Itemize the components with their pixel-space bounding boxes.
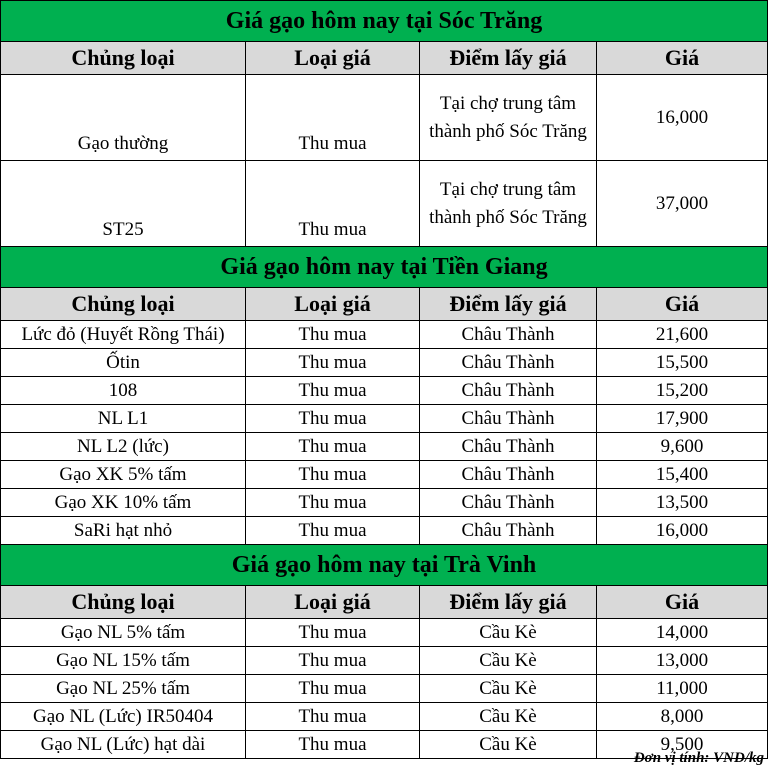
cell-type: Gạo NL 5% tấm (1, 619, 246, 647)
cell-type: Gạo NL 25% tấm (1, 675, 246, 703)
cell-price-type: Thu mua (246, 433, 420, 461)
cell-price: 37,000 (597, 161, 768, 247)
cell-price-type: Thu mua (246, 489, 420, 517)
cell-type: Gạo NL (Lức) hạt dài (1, 731, 246, 759)
cell-price-type: Thu mua (246, 349, 420, 377)
cell-price: 9,600 (597, 433, 768, 461)
column-header-price-type: Loại giá (246, 42, 420, 75)
cell-location: Cầu Kè (420, 703, 597, 731)
cell-type: NL L2 (lức) (1, 433, 246, 461)
cell-price-type: Thu mua (246, 647, 420, 675)
cell-type: Gạo thường (1, 75, 246, 161)
cell-price: 9,500 (597, 731, 768, 759)
column-header-price: Giá (597, 586, 768, 619)
column-header-type: Chủng loại (1, 586, 246, 619)
table-row (1, 675, 768, 703)
table-row (1, 161, 768, 247)
column-header-price: Giá (597, 42, 768, 75)
cell-location: Cầu Kè (420, 619, 597, 647)
table-row (1, 349, 768, 377)
cell-price: 16,000 (597, 517, 768, 545)
column-header-price-type: Loại giá (246, 288, 420, 321)
cell-price: 13,500 (597, 489, 768, 517)
cell-price-type: Thu mua (246, 321, 420, 349)
cell-type: 108 (1, 377, 246, 405)
table-row (1, 321, 768, 349)
cell-price-type: Thu mua (246, 461, 420, 489)
table-row (1, 489, 768, 517)
cell-type: SaRi hạt nhỏ (1, 517, 246, 545)
column-header-location: Điểm lấy giá (420, 586, 597, 619)
table-row (1, 433, 768, 461)
cell-location: Châu Thành (420, 349, 597, 377)
cell-price: 15,400 (597, 461, 768, 489)
cell-price: 8,000 (597, 703, 768, 731)
cell-price-type: Thu mua (246, 731, 420, 759)
table-row (1, 703, 768, 731)
cell-price: 15,200 (597, 377, 768, 405)
cell-location: Châu Thành (420, 517, 597, 545)
section-title: Giá gạo hôm nay tại Sóc Trăng (1, 1, 768, 42)
column-header-type: Chủng loại (1, 42, 246, 75)
cell-type: Gạo NL 15% tấm (1, 647, 246, 675)
cell-location: Châu Thành (420, 489, 597, 517)
unit-note: Đơn vị tính: VND/kg (633, 750, 764, 766)
section-title-row (1, 247, 768, 288)
table-row (1, 405, 768, 433)
table-row (1, 647, 768, 675)
cell-location: Châu Thành (420, 405, 597, 433)
cell-location: Châu Thành (420, 433, 597, 461)
table-row (1, 517, 768, 545)
section-title: Giá gạo hôm nay tại Trà Vinh (1, 545, 768, 586)
column-header-price: Giá (597, 288, 768, 321)
cell-price: 15,500 (597, 349, 768, 377)
table-row (1, 377, 768, 405)
column-header-price-type: Loại giá (246, 586, 420, 619)
cell-location: Tại chợ trung tâm thành phố Sóc Trăng (420, 75, 597, 161)
section-title-row (1, 545, 768, 586)
cell-price-type: Thu mua (246, 675, 420, 703)
cell-price-type: Thu mua (246, 75, 420, 161)
cell-type: Gạo XK 10% tấm (1, 489, 246, 517)
cell-type: ST25 (1, 161, 246, 247)
column-header-location: Điểm lấy giá (420, 288, 597, 321)
cell-type: Ốtin (1, 349, 246, 377)
cell-location: Cầu Kè (420, 731, 597, 759)
cell-type: Lức đỏ (Huyết Rồng Thái) (1, 321, 246, 349)
cell-location: Tại chợ trung tâm thành phố Sóc Trăng (420, 161, 597, 247)
cell-type: NL L1 (1, 405, 246, 433)
cell-location: Cầu Kè (420, 647, 597, 675)
cell-price: 17,900 (597, 405, 768, 433)
column-header-type: Chủng loại (1, 288, 246, 321)
cell-price-type: Thu mua (246, 703, 420, 731)
cell-price: 21,600 (597, 321, 768, 349)
cell-price-type: Thu mua (246, 377, 420, 405)
cell-type: Gạo XK 5% tấm (1, 461, 246, 489)
cell-price: 13,000 (597, 647, 768, 675)
cell-location: Cầu Kè (420, 675, 597, 703)
table-row (1, 461, 768, 489)
cell-price: 11,000 (597, 675, 768, 703)
header-row (1, 288, 768, 321)
cell-price-type: Thu mua (246, 405, 420, 433)
cell-price: 16,000 (597, 75, 768, 161)
cell-location: Châu Thành (420, 321, 597, 349)
cell-type: Gạo NL (Lức) IR50404 (1, 703, 246, 731)
section-title: Giá gạo hôm nay tại Tiền Giang (1, 247, 768, 288)
table-row (1, 75, 768, 161)
section-title-row (1, 1, 768, 42)
cell-price-type: Thu mua (246, 619, 420, 647)
cell-location: Châu Thành (420, 461, 597, 489)
cell-location: Châu Thành (420, 377, 597, 405)
cell-price-type: Thu mua (246, 161, 420, 247)
header-row (1, 586, 768, 619)
cell-price: 14,000 (597, 619, 768, 647)
cell-price-type: Thu mua (246, 517, 420, 545)
table-row (1, 619, 768, 647)
header-row (1, 42, 768, 75)
column-header-location: Điểm lấy giá (420, 42, 597, 75)
